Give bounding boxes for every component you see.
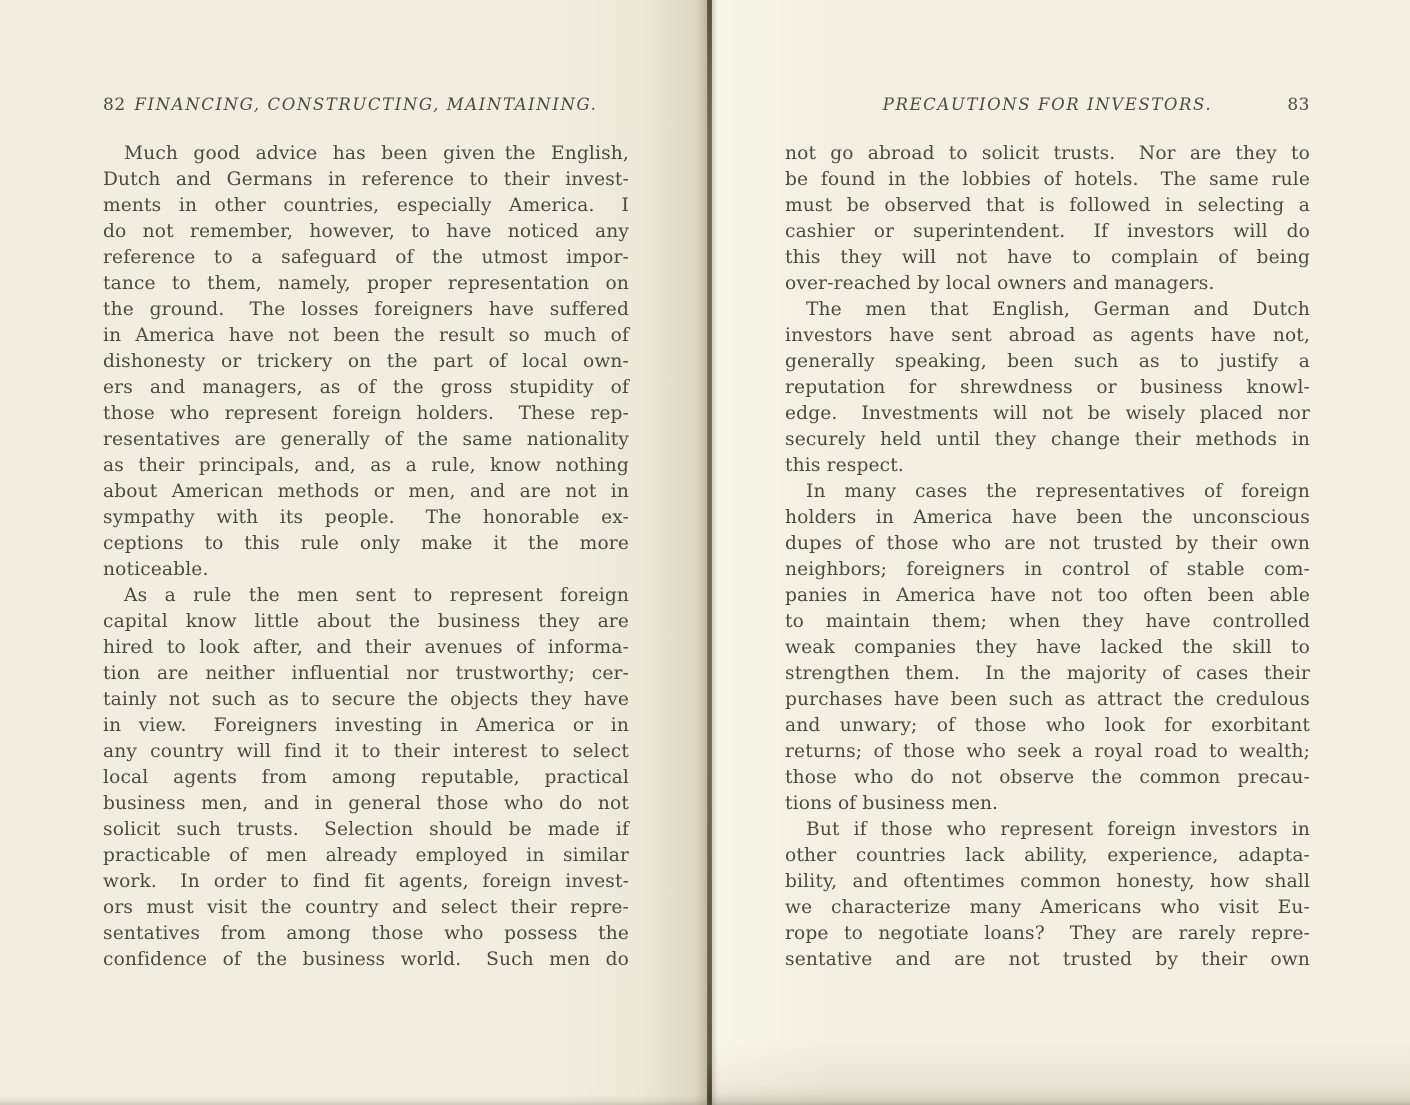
text-line: holders in America have been the unconscious <box>785 507 1310 528</box>
text-line: do not remember, however, to have noticed any <box>103 221 629 242</box>
text-line: local agents from among reputable, practical <box>103 767 629 788</box>
right-page <box>710 0 1410 1105</box>
text-line: tance to them, namely, proper representation on <box>103 273 629 294</box>
text-line: ments in other countries, especially America. I <box>103 195 629 216</box>
text-line: neighbors; foreigners in control of stable com- <box>785 559 1310 580</box>
text-line: Dutch and Germans in reference to their invest- <box>103 169 629 190</box>
text-line: business men, and in general those who do not <box>103 793 629 814</box>
text-line: reputation for shrewdness or business knowl- <box>785 377 1310 398</box>
page-gutter <box>707 0 712 1105</box>
right-running-title: PRECAUTIONS FOR INVESTORS. <box>882 95 1213 114</box>
text-line: tion are neither influential nor trustworthy; cer- <box>103 663 629 684</box>
text-line: dishonesty or trickery on the part of local own- <box>103 351 629 372</box>
text-line: securely held until they change their methods in <box>785 429 1310 450</box>
text-line: solicit such trusts. Selection should be made if <box>103 819 629 840</box>
text-line: must be observed that is followed in selecting a <box>785 195 1310 216</box>
text-line: any country will find it to their interest to select <box>103 741 629 762</box>
text-line: hired to look after, and their avenues of informa- <box>103 637 629 658</box>
text-line: strengthen them. In the majority of cases their <box>785 663 1310 684</box>
text-line: But if those who represent foreign investors in <box>806 819 1310 840</box>
text-line: practicable of men already employed in similar <box>103 845 629 866</box>
text-line: this they will not have to complain of being <box>785 247 1310 268</box>
text-line: ors must visit the country and select their repre- <box>103 897 629 918</box>
text-line: those who represent foreign holders. These rep- <box>103 403 629 424</box>
text-line: purchases have been such as attract the credulous <box>785 689 1310 710</box>
left-running-title: FINANCING, CONSTRUCTING, MAINTAINING. <box>134 95 598 114</box>
page-body <box>103 141 629 973</box>
text-line: and unwary; of those who look for exorbitant <box>785 715 1310 736</box>
text-line: tainly not such as to secure the objects they have <box>103 689 629 710</box>
text-line: Much good advice has been given the English, <box>124 143 629 164</box>
text-line: returns; of those who seek a royal road to wealth; <box>785 741 1310 762</box>
text-line: panies in America have not too often been able <box>785 585 1310 606</box>
text-line: cashier or superintendent. If investors will do <box>785 221 1310 242</box>
text-line: about American methods or men, and are not in <box>103 481 629 502</box>
text-line: as their principals, and, as a rule, know nothing <box>103 455 629 476</box>
text-line: work. In order to find fit agents, foreign invest- <box>103 871 629 892</box>
text-line: In many cases the representatives of foreign <box>806 481 1310 502</box>
text-line: bility, and oftentimes common honesty, how shall <box>785 871 1310 892</box>
text-line: tions of business men. <box>785 793 999 814</box>
text-line: this respect. <box>785 455 904 476</box>
text-line: rope to negotiate loans? They are rarely repre- <box>785 923 1310 944</box>
text-line: we characterize many Americans who visit Eu- <box>785 897 1310 918</box>
text-line: weak companies they have lacked the skill to <box>785 637 1310 658</box>
text-line: reference to a safeguard of the utmost impor- <box>103 247 629 268</box>
text-line: other countries lack ability, experience, adapta- <box>785 845 1310 866</box>
text-line: edge. Investments will not be wisely placed nor <box>785 403 1310 424</box>
text-line: noticeable. <box>103 559 209 580</box>
text-line: sentative and are not trusted by their own <box>785 949 1310 970</box>
text-line: resentatives are generally of the same nationality <box>103 429 629 450</box>
text-line: sentatives from among those who possess the <box>103 923 629 944</box>
right-running-header-row <box>785 95 1310 119</box>
text-line: in view. Foreigners investing in America or in <box>103 715 629 736</box>
text-line: The men that English, German and Dutch <box>806 299 1310 320</box>
text-line: ers and managers, as of the gross stupidity of <box>103 377 629 398</box>
text-line: sympathy with its people. The honorable ex- <box>103 507 629 528</box>
text-line: those who do not observe the common precau- <box>785 767 1310 788</box>
page-body <box>785 141 1310 973</box>
text-line: in America have not been the result so much of <box>103 325 629 346</box>
left-running-header-row <box>103 95 629 119</box>
left-page-number: 82 <box>103 95 126 115</box>
text-line: over-reached by local owners and managers. <box>785 273 1215 294</box>
text-line: confidence of the business world. Such men do <box>103 949 629 970</box>
text-line: the ground. The losses foreigners have suffered <box>103 299 629 320</box>
right-page-number: 83 <box>1287 95 1310 115</box>
text-line: not go abroad to solicit trusts. Nor are they to <box>785 143 1310 164</box>
text-line: dupes of those who are not trusted by their own <box>785 533 1310 554</box>
text-line: investors have sent abroad as agents have not, <box>785 325 1310 346</box>
text-line: As a rule the men sent to represent foreign <box>124 585 629 606</box>
text-line: ceptions to this rule only make it the more <box>103 533 629 554</box>
text-line: to maintain them; when they have controlled <box>785 611 1310 632</box>
text-line: capital know little about the business they are <box>103 611 629 632</box>
text-line: be found in the lobbies of hotels. The same rule <box>785 169 1310 190</box>
text-line: generally speaking, been such as to justify a <box>785 351 1310 372</box>
